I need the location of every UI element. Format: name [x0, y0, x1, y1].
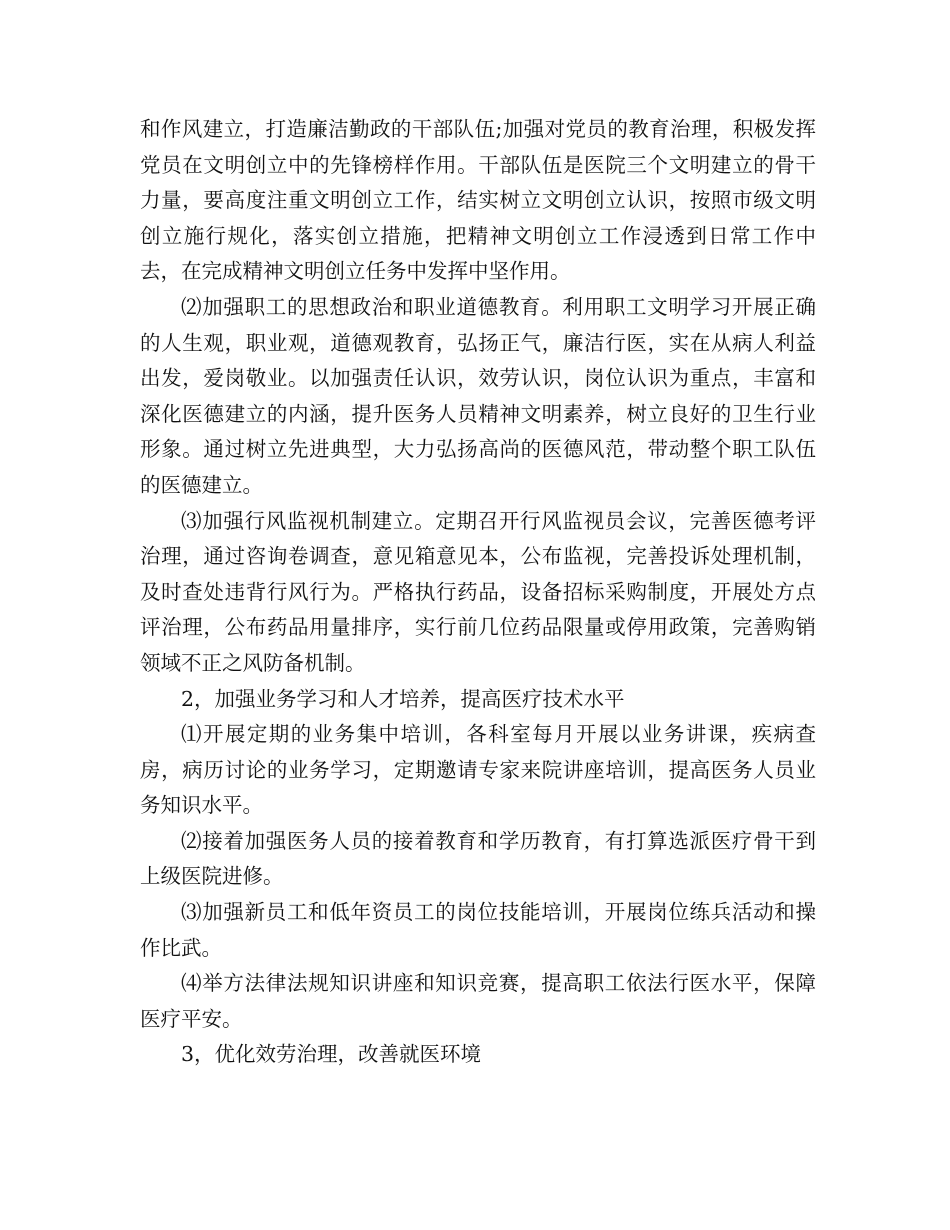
section-heading-training: 2，加强业务学习和人才培养，提高医疗技术水平: [181, 686, 625, 711]
paragraph-party-building: 和作风建立，打造廉洁勤政的干部队伍;加强对党员的教育治理，积极发挥党员在文明创立中的先锋榜样作用。干部队伍是医院三个文明建立的骨干力量，要高度注重文明创立工作，结实树立文明创立认识，按照市级文明创立施行规化，落实创立措施，把精神文明创立工作浸透到日常工作中去，在完成精神文明创立任务中发挥中坚作用。: [140, 117, 816, 284]
paragraph-skills-training: ⑶加强新员工和低年资员工的岗位技能培训，开展岗位练兵活动和操作比武。: [140, 900, 816, 960]
document-page: [140, 112, 816, 1073]
paragraph-ethics-education: ⑵加强职工的思想政治和职业道德教育。利用职工文明学习开展正确的人生观，职业观，道德观教育，弘扬正气，廉洁行医，实在从病人利益出发，爱岗敬业。以加强责任认识，效劳认识，岗位认识为重点，丰富和深化医德建立的内涵，提升医务人员精神文明素养，树立良好的卫生行业形象。通过树立先进典型，大力弘扬高尚的医德风范，带动整个职工队伍的医德建立。: [140, 294, 816, 497]
paragraph-legal-lectures: ⑷举方法律法规知识讲座和知识竞赛，提高职工依法行医水平，保障医疗平安。: [140, 971, 816, 1031]
section-heading-service: 3，优化效劳治理，改善就医环境: [181, 1042, 482, 1067]
paragraph-regular-training: ⑴开展定期的业务集中培训，各科室每月开展以业务讲课，疾病查房，病历讨论的业务学习，定期邀请专家来院讲座培训，提高医务人员业务知识水平。: [140, 722, 816, 818]
paragraph-continuing-education: ⑵接着加强医务人员的接着教育和学历教育，有打算选派医疗骨干到上级医院进修。: [140, 828, 816, 889]
paragraph-supervision-mechanism: ⑶加强行风监视机制建立。定期召开行风监视员会议，完善医德考评治理，通过咨询卷调查，意见箱意见本，公布监视，完善投诉处理机制，及时查处违背行风行为。严格执行药品，设备招标采购制度，开展处方点评治理，公布药品用量排序，实行前几位药品限量或停用政策，完善购销领域不正之风防备机制。: [140, 508, 816, 675]
